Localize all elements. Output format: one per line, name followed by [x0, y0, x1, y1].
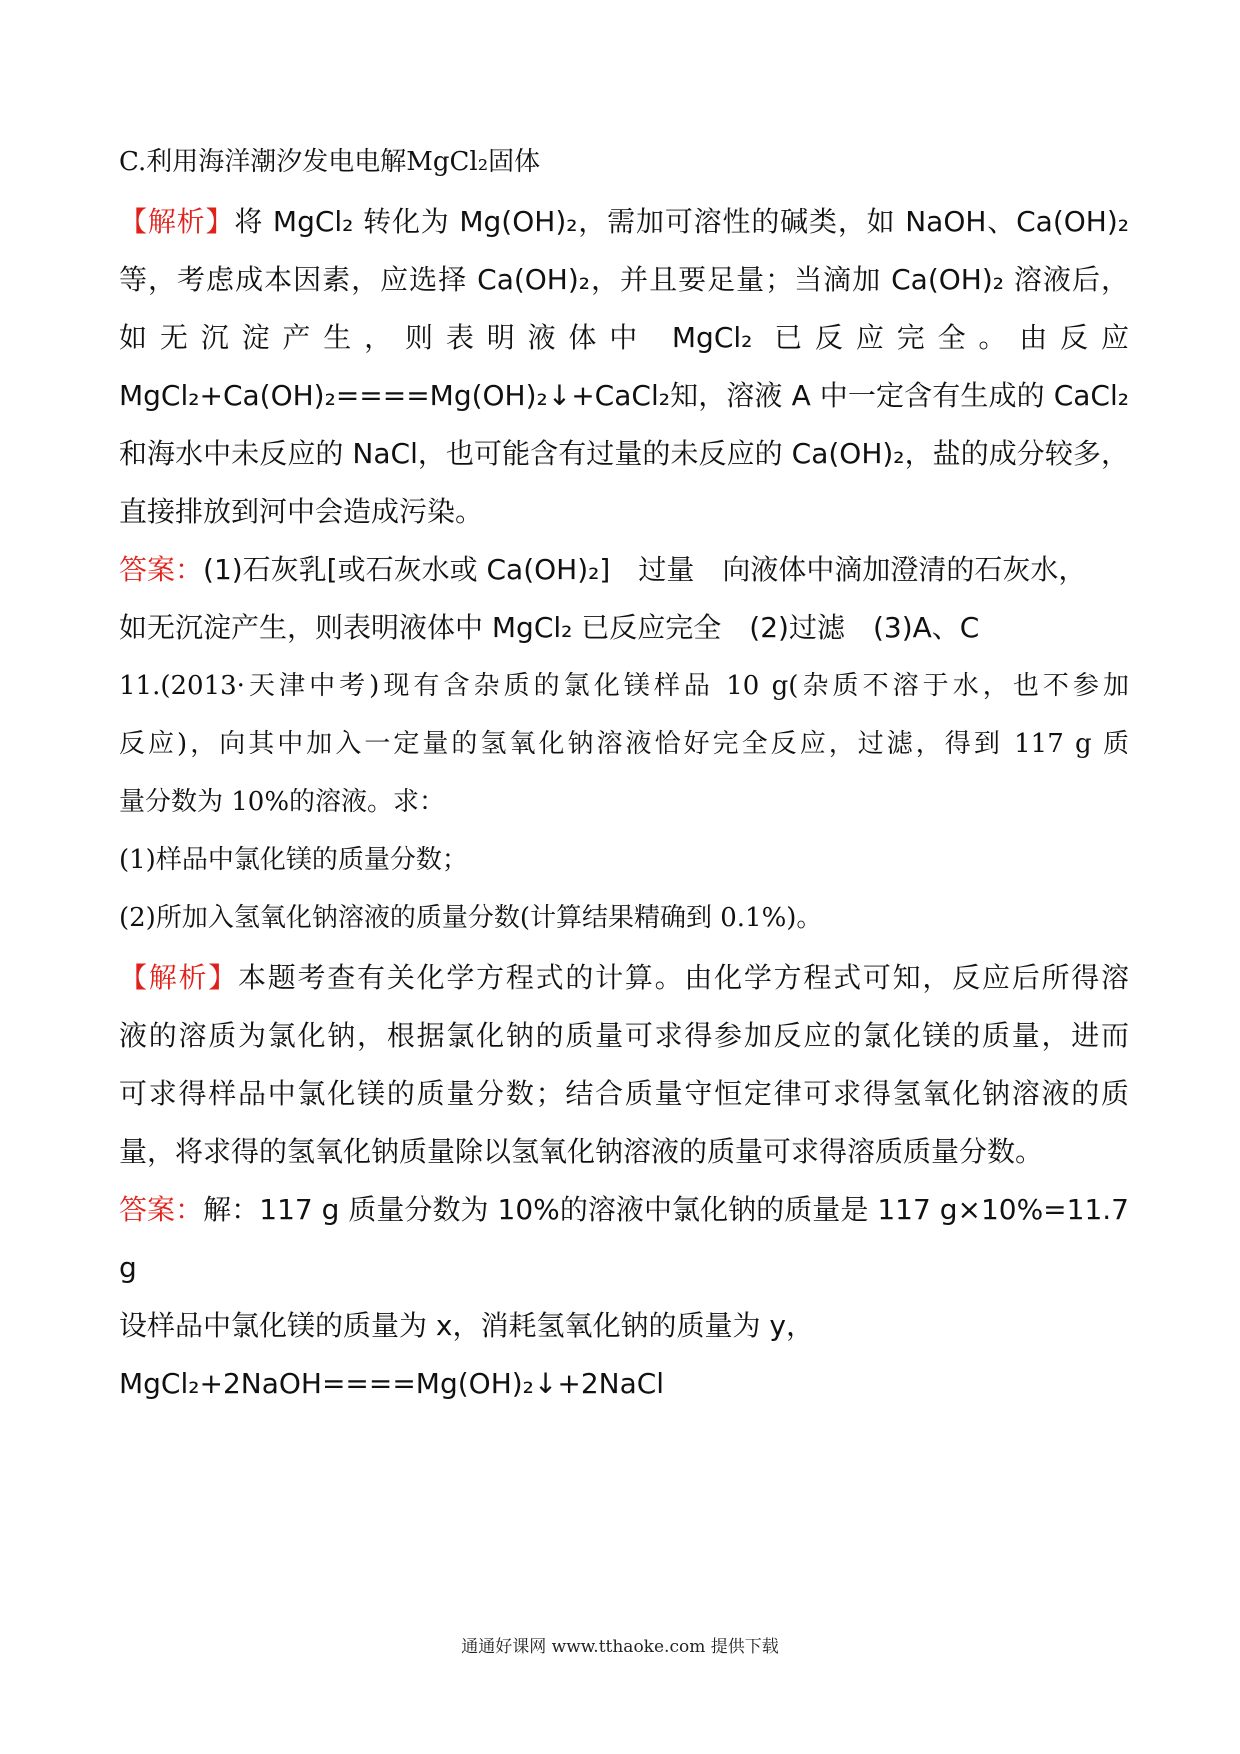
analysis-tag: 【解析】	[119, 205, 235, 238]
answer-tag: 答案：	[119, 1193, 204, 1226]
question-11-line-2: 反应)，向其中加入一定量的氢氧化钠溶液恰好完全反应，过滤，得到 117 g 质	[119, 729, 1129, 759]
page-footer: 通通好课网 www.tthaoke.com 提供下载	[461, 1637, 779, 1657]
analysis-tag: 【解析】	[119, 961, 239, 994]
analysis-11-line-3: 可求得样品中氯化镁的质量分数；结合质量守恒定律可求得氢氧化钠溶液的质	[119, 1077, 1129, 1110]
answer-11-line-3: 设样品中氯化镁的质量为 x，消耗氢氧化钠的质量为 y，	[119, 1309, 814, 1342]
answer-10-line-1: 答案：(1)石灰乳[或石灰水或 Ca(OH)₂] 过量 向液体中滴加澄清的石灰水，	[119, 553, 1087, 586]
answer-11-line-2: g	[119, 1251, 137, 1284]
analysis-10-line-1: 【解析】将 MgCl₂ 转化为 Mg(OH)₂，需加可溶性的碱类，如 NaOH、Ca(OH)₂	[119, 205, 1129, 238]
analysis-11-line-2: 液的溶质为氯化钠，根据氯化钠的质量可求得参加反应的氯化镁的质量，进而	[119, 1019, 1129, 1052]
question-11-sub-1: (1)样品中氯化镁的质量分数；	[119, 845, 468, 875]
question-10-option-c: C.利用海洋潮汐发电电解MgCl₂固体	[119, 147, 541, 177]
analysis-10-line-3: 如无沉淀产生，则表明液体中 MgCl₂ 已反应完全。由反应	[119, 321, 1129, 354]
question-11-line-1: 11.(2013·天津中考)现有含杂质的氯化镁样品 10 g(杂质不溶于水，也不参加	[119, 671, 1129, 701]
analysis-10-line-2: 等，考虑成本因素，应选择 Ca(OH)₂，并且要足量；当滴加 Ca(OH)₂ 溶液后，	[119, 263, 1129, 296]
question-11-line-3: 量分数为 10%的溶液。求：	[119, 787, 446, 817]
answer-tag: 答案：	[119, 553, 204, 586]
answer-10-line-2: 如无沉淀产生，则表明液体中 MgCl₂ 已反应完全 (2)过滤 (3)A、C	[119, 611, 980, 644]
question-11-sub-2: (2)所加入氢氧化钠溶液的质量分数(计算结果精确到 0.1%)。	[119, 903, 823, 933]
analysis-10-line-5: 和海水中未反应的 NaCl，也可能含有过量的未反应的 Ca(OH)₂，盐的成分较多，	[119, 437, 1129, 470]
answer-11-equation: MgCl₂+2NaOH====Mg(OH)₂↓+2NaCl	[119, 1367, 665, 1400]
analysis-10-line-4: MgCl₂+Ca(OH)₂====Mg(OH)₂↓+CaCl₂知，溶液 A 中一定含有生成的 CaCl₂	[119, 379, 1129, 412]
analysis-11-line-4: 量，将求得的氢氧化钠质量除以氢氧化钠溶液的质量可求得溶质质量分数。	[119, 1135, 1044, 1168]
analysis-10-line-6: 直接排放到河中会造成污染。	[119, 495, 484, 528]
answer-11-line-1: 答案：解：117 g 质量分数为 10%的溶液中氯化钠的质量是 117 g×10%=11.7	[119, 1193, 1129, 1226]
analysis-11-line-1: 【解析】本题考查有关化学方程式的计算。由化学方程式可知，反应后所得溶	[119, 961, 1129, 994]
